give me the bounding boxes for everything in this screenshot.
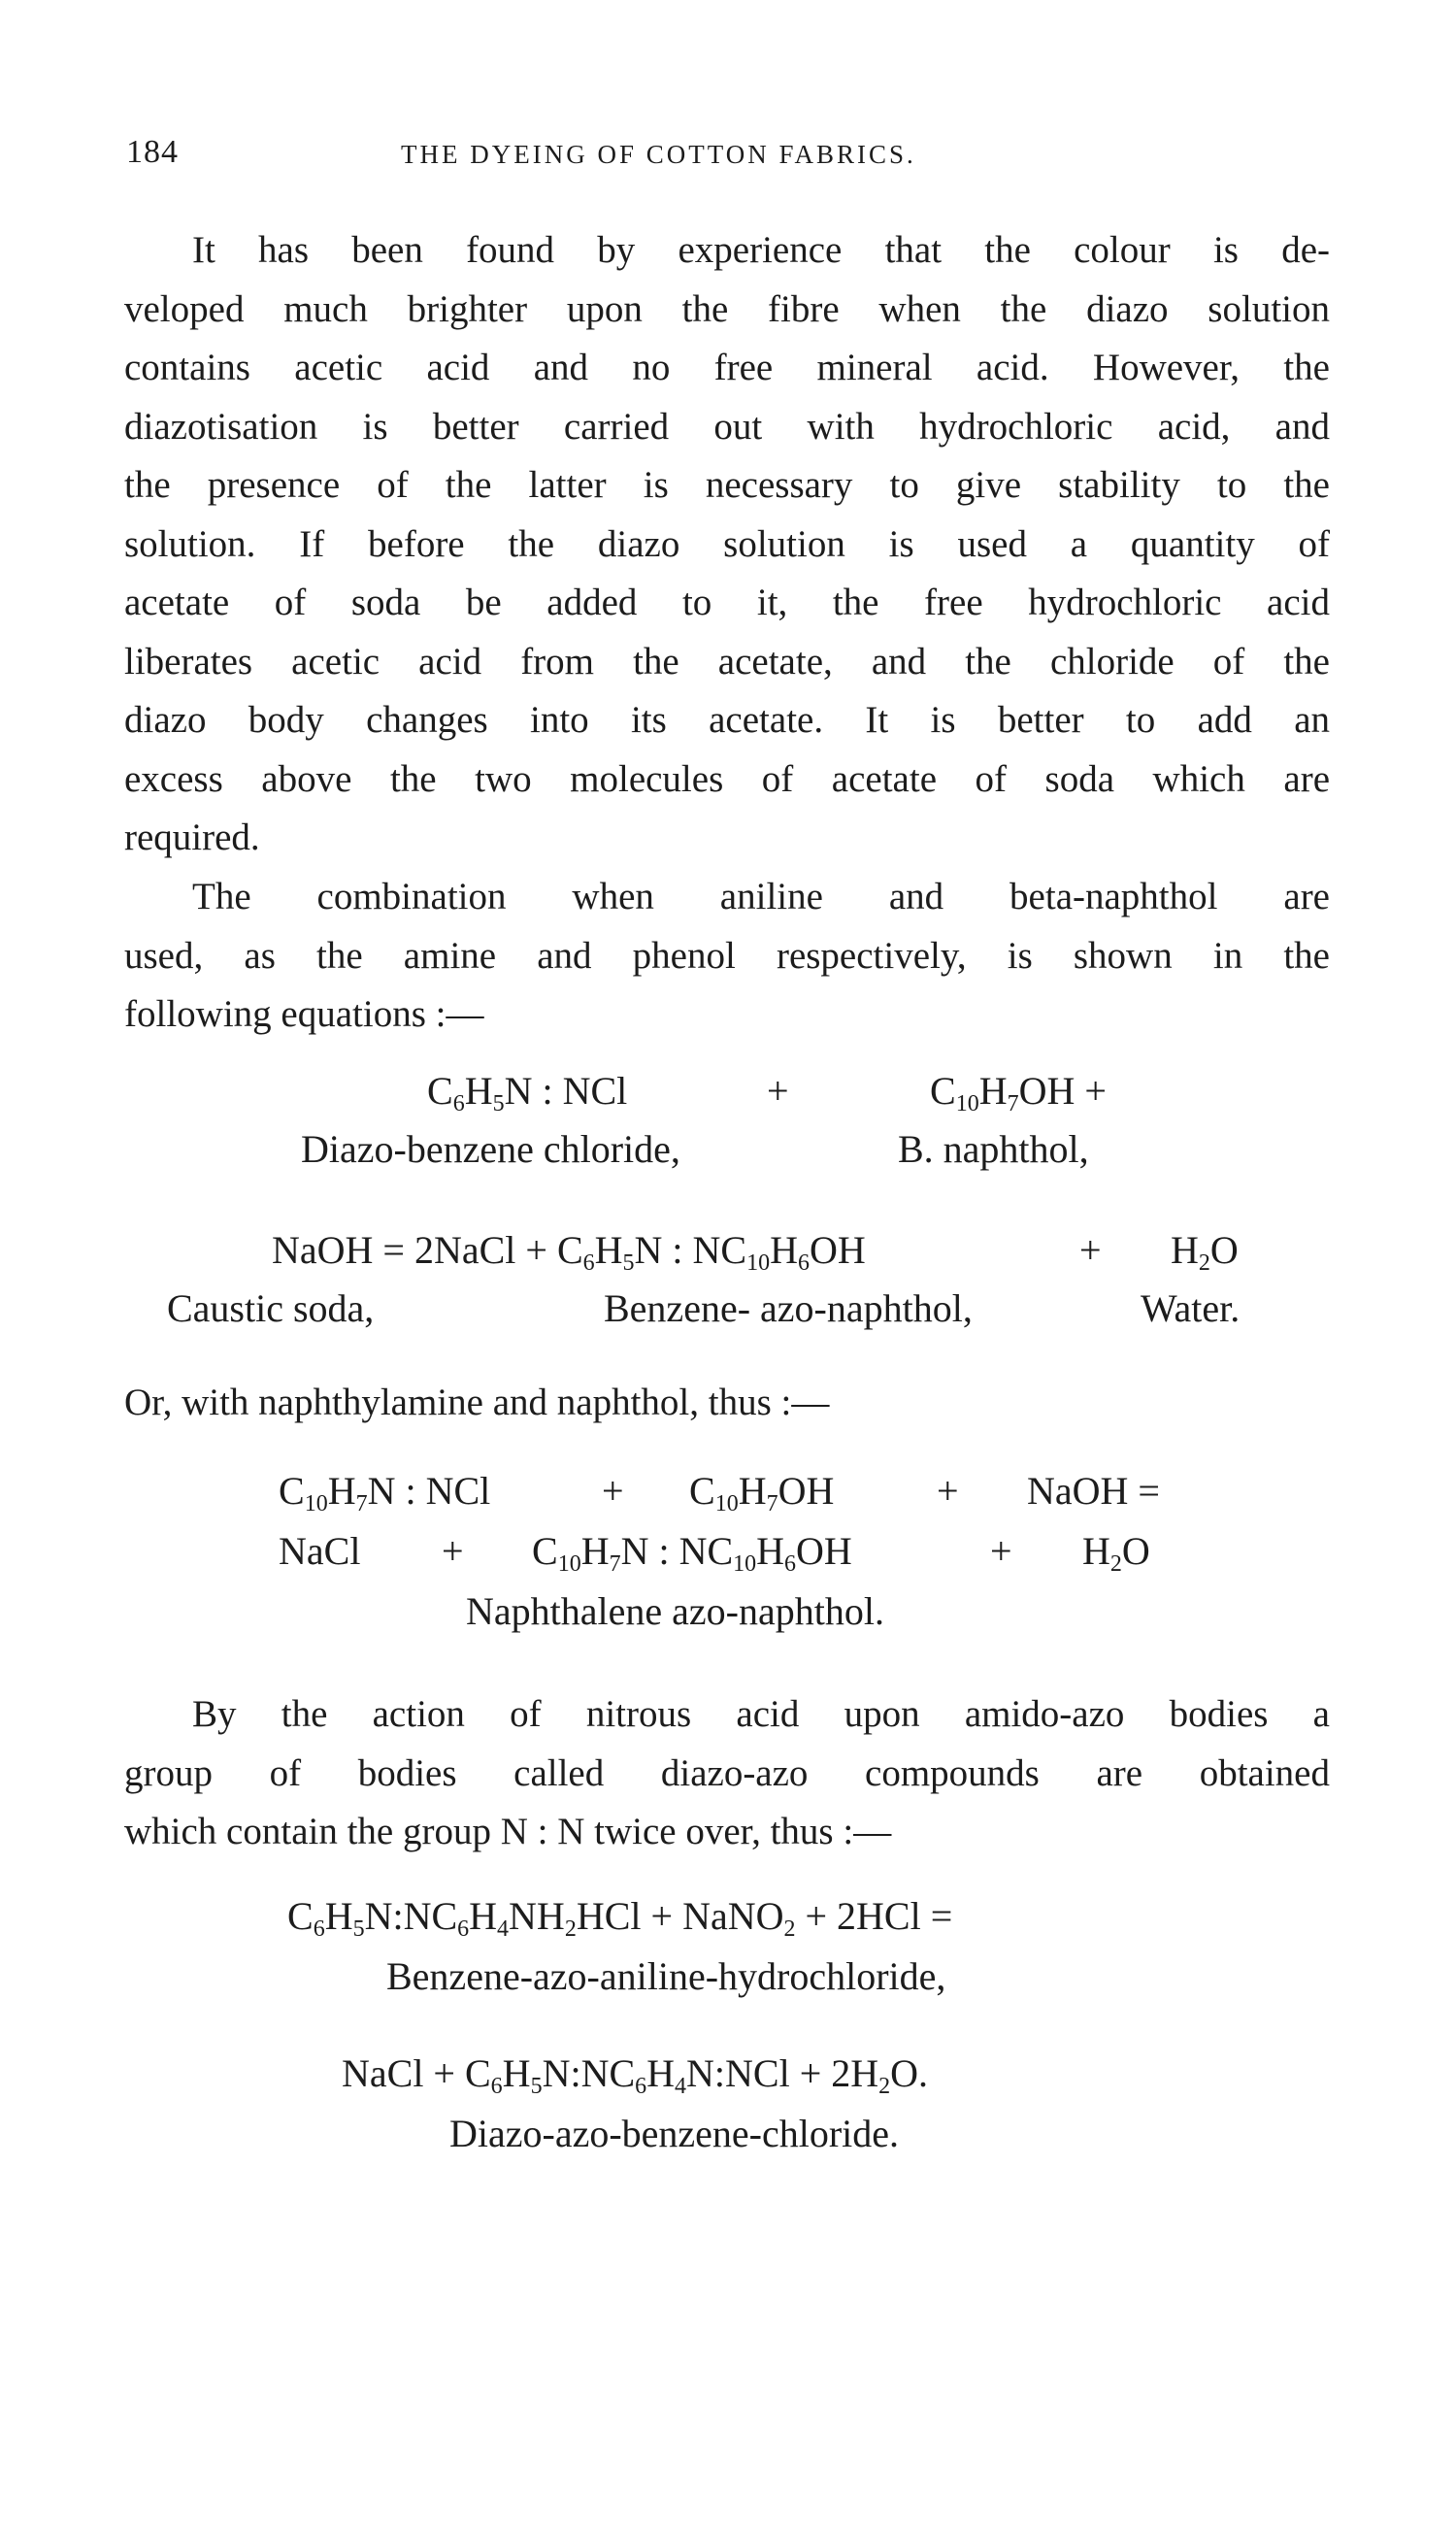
text-line: diazo body changes into its acetate. It is better to add an	[124, 699, 1330, 741]
caption-b-naphthol: B. naphthol,	[898, 1127, 1089, 1171]
text-line: It has been found by experience that the colour is de-	[192, 229, 1330, 271]
text-line: group of bodies called diazo-azo compounds are obtained	[124, 1751, 1330, 1794]
equation-1-line-2-plus: +	[1079, 1228, 1102, 1272]
page-header	[126, 134, 1340, 183]
text-line: By the action of nitrous acid upon amido-azo bodies a	[192, 1693, 1330, 1735]
text-line: required.	[124, 816, 260, 858]
equation-2-plus: +	[990, 1529, 1012, 1573]
caption-diazo-azo-benzene-chloride: Diazo-azo-benzene-chloride.	[449, 2112, 900, 2155]
paragraph-2	[124, 868, 1330, 1045]
equation-2-product-b: $C_{10}H_7N$ : $NC_{10}H_6OH$	[532, 1529, 852, 1577]
text-line: veloped much brighter upon the fibre when the diazo solution	[124, 287, 1330, 330]
text-line: the presence of the latter is necessary to give stability to the	[124, 464, 1330, 506]
equation-2-intro: Or, with naphthylamine and naphthol, thus :—	[124, 1382, 830, 1423]
equation-1-reactant-b: $C_{10}H_7OH$ +	[930, 1069, 1107, 1116]
equation-2-reactant-b: $C_{10}H_7OH$	[689, 1469, 835, 1516]
paragraph-1	[124, 221, 1330, 868]
text-line: following equations :—	[124, 993, 484, 1035]
page-number: 184	[126, 134, 179, 170]
text-line: liberates acetic acid from the acetate, and the chloride of the	[124, 640, 1330, 683]
equation-1-reactant-a: $C_6H_5N$ : NCl	[427, 1069, 628, 1116]
text-line: used, as the amine and phenol respectively, is shown in the	[124, 934, 1330, 977]
equation-2-reactant-a: $C_{10}H_7N$ : NCl	[279, 1469, 491, 1516]
equation-2-plus: +	[937, 1469, 959, 1513]
paragraph-3	[124, 1685, 1330, 1862]
caption-water: Water.	[1141, 1286, 1241, 1330]
equation-1-line-2: NaOH = 2NaCl + $C_6H_5N$ : $NC_{10}H_6OH$	[272, 1228, 866, 1276]
equation-2-product-a: NaCl	[279, 1529, 361, 1573]
equation-2-water: $H_2O$	[1082, 1529, 1150, 1577]
caption-benzene-azo-aniline-hydrochloride: Benzene-azo-aniline-hydrochloride,	[386, 1954, 946, 1998]
caption-benzene-azo-naphthol: Benzene- azo-naphthol,	[604, 1286, 973, 1330]
running-title: THE DYEING OF COTTON FABRICS.	[401, 140, 916, 169]
text-line: acetate of soda be added to it, the free hydrochloric acid	[124, 582, 1330, 623]
equation-3-line-2: NaCl + $C_6H_5N:NC_6H_4N:NCl + 2H_2O$.	[342, 2051, 929, 2099]
text-line: contains acetic acid and no free mineral acid. However, the	[124, 347, 1330, 388]
caption-diazo-benzene-chloride: Diazo-benzene chloride,	[301, 1127, 680, 1171]
text-line: which contain the group N : N twice over, thus :—	[124, 1811, 892, 1852]
equation-3-line-1: $C_6H_5N:NC_6H_4NH_2HCl$ + NaNO$_2$ + 2HCl =	[287, 1894, 953, 1942]
text-line: diazotisation is better carried out with hydrochloric acid, and	[124, 405, 1330, 448]
equation-1-water: $H_2O$	[1171, 1228, 1239, 1276]
equation-2-reactant-c: NaOH =	[1027, 1469, 1160, 1513]
text-line: excess above the two molecules of acetate of soda which are	[124, 757, 1330, 800]
equation-1-plus: +	[767, 1069, 789, 1113]
caption-caustic-soda: Caustic soda,	[167, 1286, 375, 1330]
equation-2-plus: +	[442, 1529, 464, 1573]
equation-2-plus: +	[602, 1469, 624, 1513]
caption-naphthalene-azo-naphthol: Naphthalene azo-naphthol.	[466, 1589, 884, 1633]
text-line: The combination when aniline and beta-naphthol are	[192, 876, 1330, 917]
text-line: solution. If before the diazo solution is used a quantity of	[124, 522, 1330, 565]
